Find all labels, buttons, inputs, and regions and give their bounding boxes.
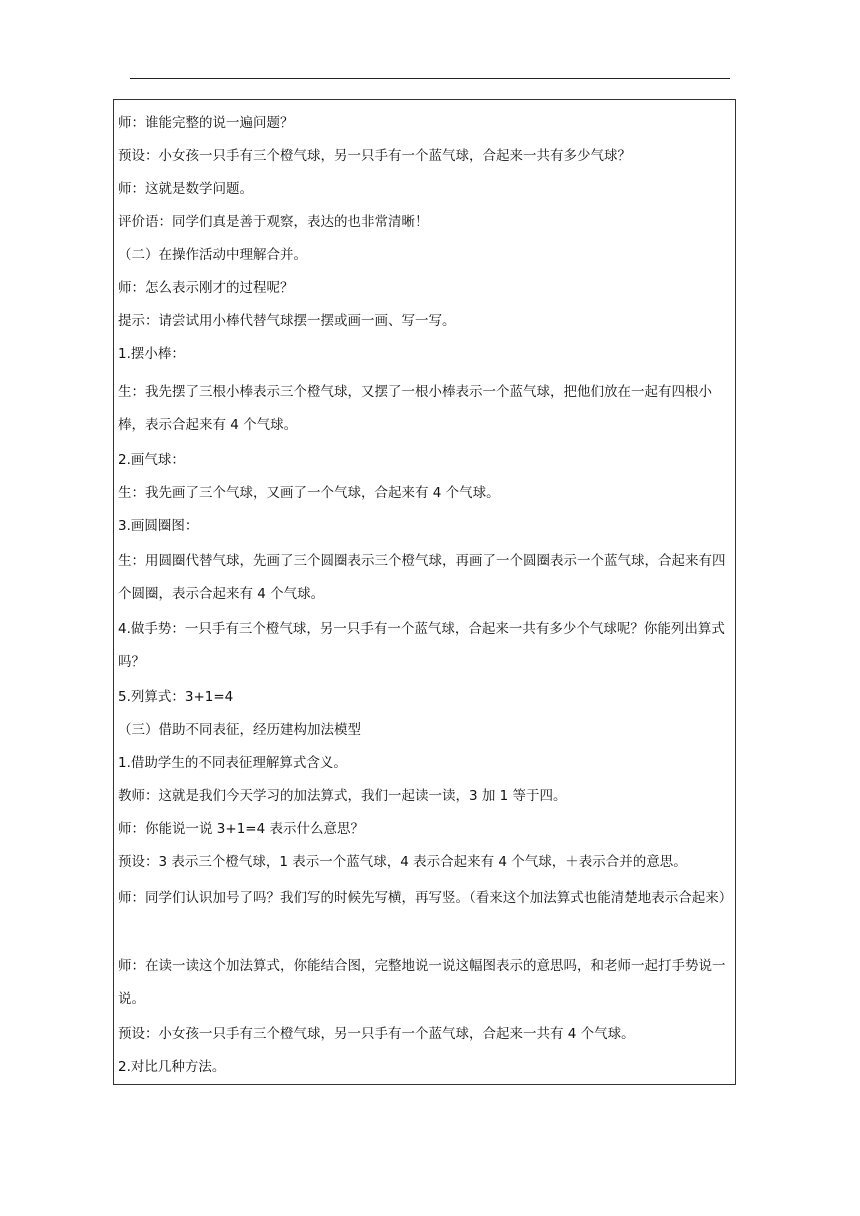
text-line: 提示：请尝试用小棒代替气球摆一摆或画一画、写一写。 [118, 313, 456, 329]
section-heading: （三）借助不同表征，经历建构加法模型 [118, 722, 361, 738]
text-line: 预设：小女孩一只手有三个橙气球，另一只手有一个蓝气球，合起来一共有多少气球？ [118, 148, 631, 164]
step-heading: 1.摆小棒： [118, 346, 185, 362]
step-heading: 1.借助学生的不同表征理解算式含义。 [118, 755, 347, 771]
section-heading: （二）在操作活动中理解合并。 [118, 247, 307, 263]
text-line: 师：你能说一说 3+1=4 表示什么意思？ [118, 821, 364, 837]
text-line: 预设：3 表示三个橙气球，1 表示一个蓝气球，4 表示合起来有 4 个气球，＋表示合并的意思。 [118, 854, 687, 870]
text-line: 教师：这就是我们今天学习的加法算式，我们一起读一读，3 加 1 等于四。 [118, 788, 567, 804]
text-line: 预设：小女孩一只手有三个橙气球，另一只手有一个蓝气球，合起来一共有 4 个气球。 [118, 1026, 635, 1042]
step-heading: 5.列算式：3+1=4 [118, 689, 234, 705]
text-paragraph: 生：用圆圈代替气球，先画了三个圆圈表示三个橙气球，再画了一个圆圈表示一个蓝气球，合起来有四个圆圈，表示合起来有 4 个气球。 [118, 553, 726, 602]
text-line: 师：谁能完整的说一遍问题？ [118, 115, 294, 131]
text-paragraph: 师：同学们认识加号了吗？我们写的时候先写横，再写竖。（看来这个加法算式也能清楚地表示合起来） [118, 890, 733, 906]
text-line: 生：我先画了三个气球，又画了一个气球，合起来有 4 个气球。 [118, 485, 500, 501]
text-paragraph: 生：我先摆了三根小棒表示三个橙气球，又摆了一根小棒表示一个蓝气球，把他们放在一起有四根小棒，表示合起来有 4 个气球。 [118, 384, 712, 433]
text-line: 师：这就是数学问题。 [118, 181, 253, 197]
text-line: 师：怎么表示刚才的过程呢？ [118, 280, 294, 296]
text-line: 评价语：同学们真是善于观察，表达的也非常清晰！ [118, 214, 429, 230]
step-heading: 2.画气球： [118, 452, 185, 468]
text-paragraph: 4.做手势：一只手有三个橙气球，另一只手有一个蓝气球，合起来一共有多少个气球呢？你能列出算式吗？ [118, 621, 725, 670]
text-paragraph: 师：在读一读这个加法算式，你能结合图，完整地说一说这幅图表示的意思吗，和老师一起打手势说一说。 [118, 958, 726, 1007]
step-heading: 3.画圆圈图： [118, 518, 199, 534]
header-rule [130, 78, 730, 79]
step-heading: 2.对比几种方法。 [118, 1059, 226, 1075]
